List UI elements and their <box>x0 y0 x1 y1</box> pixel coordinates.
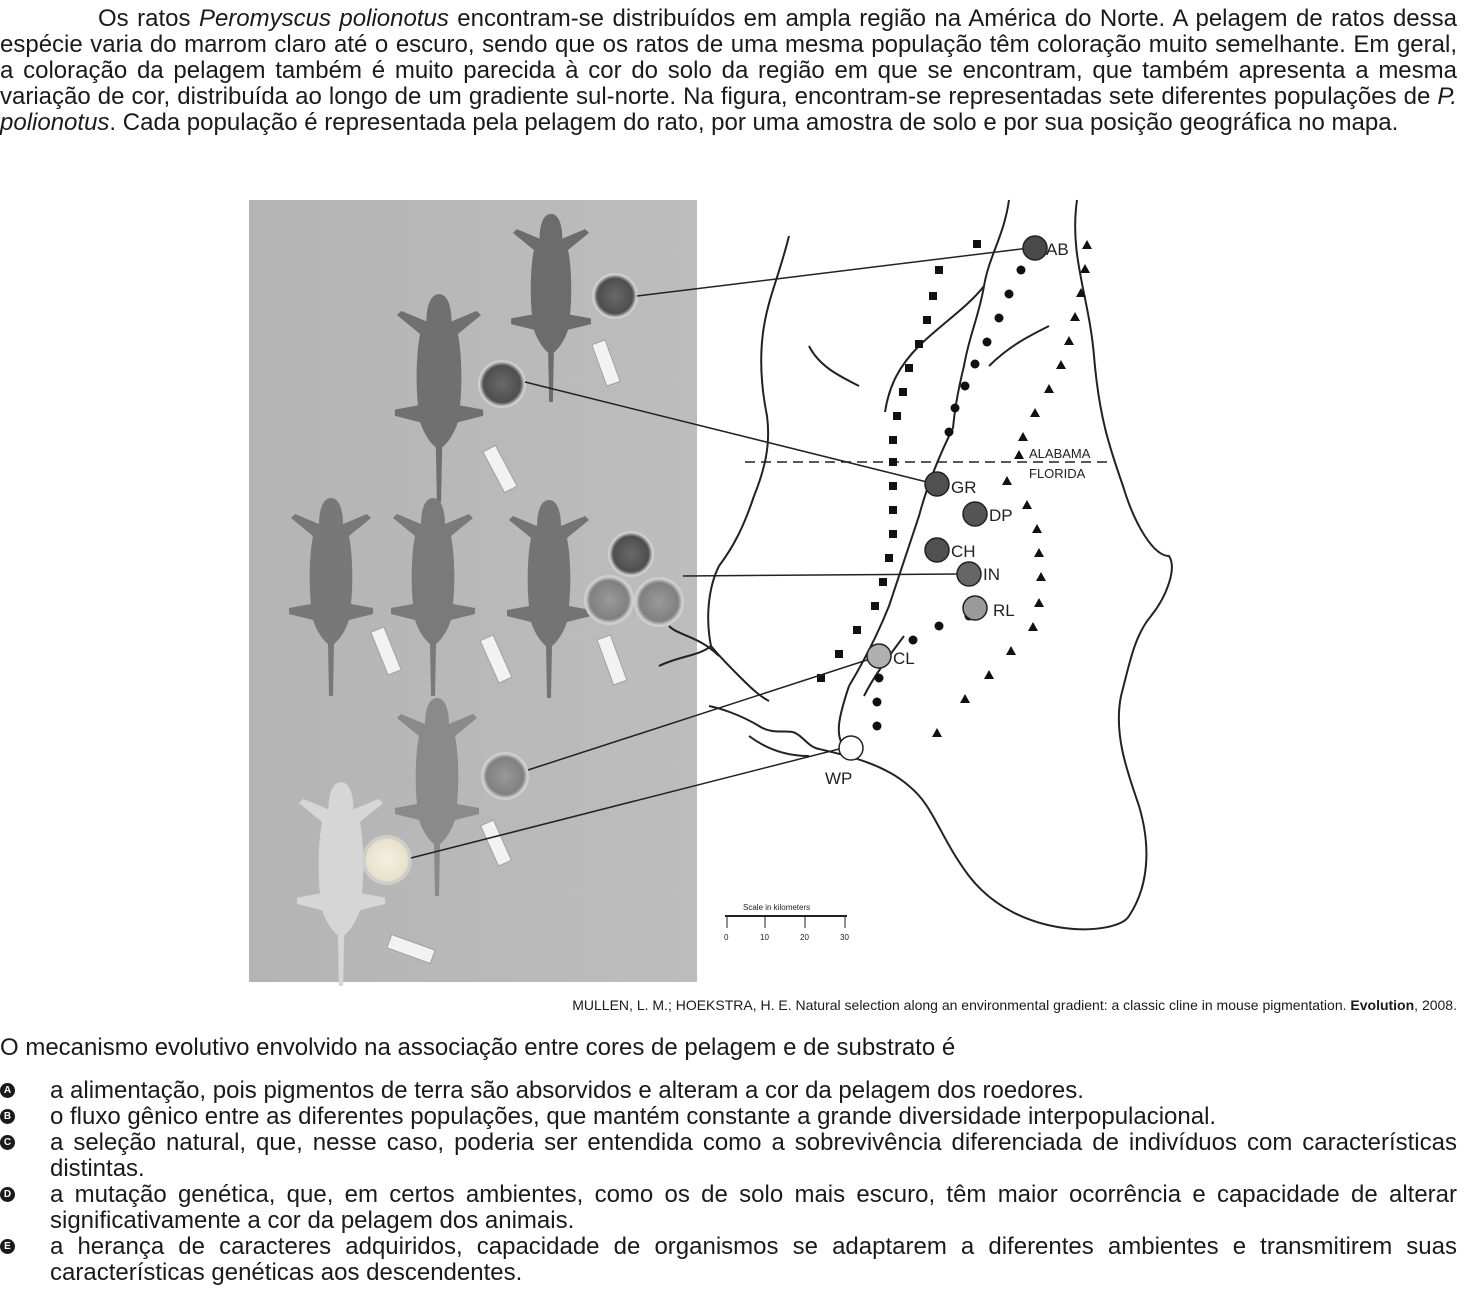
figure-illustration <box>249 196 1189 986</box>
population-gr <box>925 472 949 496</box>
population-markers <box>839 236 1047 760</box>
intro-paragraph <box>0 6 1457 136</box>
scale-tick-30: 30 <box>840 933 849 942</box>
population-rl <box>963 596 987 620</box>
option-b-badge: B <box>0 1109 15 1124</box>
label-ch: CH <box>951 542 976 561</box>
population-ab <box>1023 236 1047 260</box>
figure <box>249 196 1189 986</box>
option-c-text: a seleção natural, que, nesse caso, poderia ser entendida como a sobrevivência diferenciada de indivíduos com características distintas. <box>50 1129 1457 1182</box>
population-in <box>957 562 981 586</box>
label-dp: DP <box>989 506 1013 525</box>
species-abbrev: P. polionotus <box>0 83 1457 136</box>
label-wp: WP <box>825 769 853 788</box>
option-e-badge: E <box>0 1239 15 1254</box>
option-a-badge: A <box>0 1083 15 1098</box>
scale-tick-20: 20 <box>800 933 809 942</box>
map-outline <box>659 200 1172 929</box>
population-ch <box>925 538 949 562</box>
intro-text-1: Os ratos <box>98 5 199 32</box>
soil-sample-dp <box>609 532 653 576</box>
option-b[interactable] <box>0 1104 1457 1130</box>
figure-citation <box>0 997 1457 1013</box>
population-wp <box>839 736 863 760</box>
answer-options <box>0 1078 1457 1286</box>
option-d-badge: D <box>0 1187 15 1202</box>
question-stem: O mecanismo evolutivo envolvido na associação entre cores de pelagem e de substrato é <box>0 1034 956 1061</box>
state-label-florida: FLORIDA <box>1029 466 1086 481</box>
option-d[interactable] <box>0 1182 1457 1234</box>
scale-tick-0: 0 <box>724 933 729 942</box>
soil-sample-cl <box>482 753 528 799</box>
label-cl: CL <box>893 649 915 668</box>
option-d-text: a mutação genética, que, em certos ambientes, como os de solo mais escuro, têm maior ocorrência e capacidade de alterar significativamente a cor da pelagem dos animais. <box>50 1181 1457 1234</box>
label-ab: AB <box>1046 240 1069 259</box>
label-rl: RL <box>993 601 1015 620</box>
intro-text-3: . Cada população é representada pela pelagem do rato, por uma amostra de solo e por sua posição geográfica no mapa. <box>109 109 1399 136</box>
scale-title: Scale in kilometers <box>743 903 811 912</box>
soil-sample-ch <box>585 576 633 624</box>
intro-text-2: encontram-se distribuídos em ampla região na América do Norte. A pelagem de ratos dessa espécie varia do marrom claro até o escuro, sendo que os ratos de uma mesma população têm coloração muito semelhante. Em geral, a coloração da pelagem também é muito parecida à cor do solo da região em que se encontram, que também apresenta a mesma variação de cor, distribuída ao longo de um gradiente sul-norte. Na figura, encontram-se representadas sete diferentes populações de <box>0 5 1457 110</box>
population-cl <box>867 644 891 668</box>
option-b-text: o fluxo gênico entre as diferentes populações, que mantém constante a grande diversidade interpopulacional. <box>50 1103 1217 1130</box>
option-e[interactable] <box>0 1234 1457 1286</box>
species-name: Peromyscus polionotus <box>198 5 449 32</box>
citation-journal: Evolution <box>1350 997 1415 1013</box>
population-dp <box>963 502 987 526</box>
soil-sample-in <box>635 578 683 626</box>
scale-bar <box>724 903 849 942</box>
option-c[interactable] <box>0 1130 1457 1182</box>
state-label-alabama: ALABAMA <box>1029 446 1091 461</box>
option-e-text: a herança de caracteres adquiridos, capacidade de organismos se adaptarem a diferentes ambientes e transmitirem suas características genéticas aos descendentes. <box>50 1233 1457 1286</box>
soil-sample-wp <box>363 836 411 884</box>
citation-text: MULLEN, L. M.; HOEKSTRA, H. E. Natural selection along an environmental gradient: a classic cline in mouse pigmentation. <box>572 997 1351 1013</box>
scale-tick-10: 10 <box>760 933 769 942</box>
label-gr: GR <box>951 478 977 497</box>
label-in: IN <box>983 565 1000 584</box>
soil-sample-ab <box>593 274 637 318</box>
option-c-badge: C <box>0 1135 15 1150</box>
option-a-text: a alimentação, pois pigmentos de terra são absorvidos e alteram a cor da pelagem dos roedores. <box>50 1077 1084 1104</box>
option-a[interactable] <box>0 1078 1457 1104</box>
soil-sample-gr <box>479 361 525 407</box>
citation-year: , 2008. <box>1414 997 1457 1013</box>
